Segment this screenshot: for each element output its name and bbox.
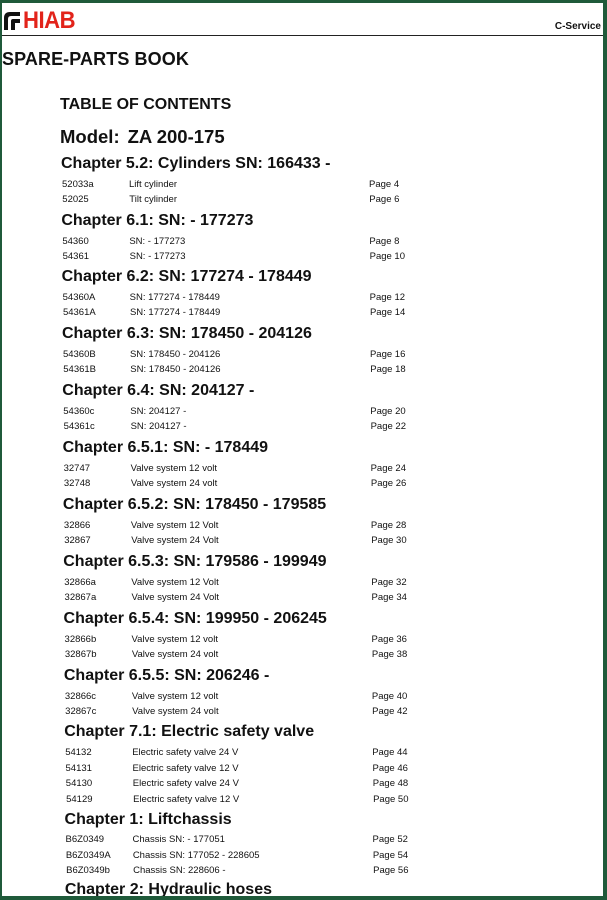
toc-entry-code: 54129 — [66, 794, 93, 805]
toc-entry-code: 32866c — [64, 691, 97, 702]
toc-entry-page: Page 30 — [371, 535, 407, 546]
toc-entry-description: Valve system 24 Volt — [131, 592, 220, 603]
toc-entry-description: Electric safety valve 24 V — [132, 778, 239, 789]
chapter-heading: Chapter 5.2: Cylinders SN: 166433 - — [61, 155, 331, 172]
toc-entry-description: Electric safety valve 12 V — [133, 794, 240, 805]
toc-entry-description: SN: 177274 - 178449 — [129, 292, 220, 303]
model-line — [60, 126, 225, 148]
hiab-logo-icon — [2, 10, 22, 32]
toc-entry-page: Page 56 — [373, 865, 409, 876]
toc-entry-code: 52033a — [62, 179, 94, 190]
toc-entry-description: Electric safety valve 12 V — [132, 763, 239, 774]
toc-entry-description: SN: 204127 - — [130, 421, 187, 432]
toc-entry-code: 32867c — [65, 706, 97, 717]
toc-entry-description: Chassis SN: - 177051 — [132, 834, 225, 845]
toc-entry-code: 52025 — [62, 194, 89, 205]
toc-entry-description: SN: - 177273 — [129, 236, 186, 247]
toc-title: TABLE OF CONTENTS — [60, 96, 232, 113]
toc-entry-page: Page 54 — [372, 850, 409, 861]
toc-entry-code: 32747 — [63, 463, 91, 474]
toc-entry-page: Page 24 — [370, 463, 406, 474]
toc-entry-code: 54361A — [62, 307, 96, 318]
toc-entry-page: Page 38 — [371, 649, 408, 660]
toc-entry-code: B6Z0349 — [65, 834, 105, 845]
chapter-heading: Chapter 2: Hydraulic hoses — [64, 881, 272, 896]
toc-entry-description: Valve system 12 volt — [131, 634, 218, 645]
toc-entry-code: 32866 — [63, 520, 91, 531]
toc-entry-page: Page 44 — [372, 747, 408, 758]
chapter-heading: Chapter 6.5.4: SN: 199950 - 206245 — [63, 610, 327, 627]
toc-entry-description: Valve system 12 Volt — [131, 577, 219, 588]
model-value: ZA 200-175 — [127, 126, 225, 147]
toc-entry-description: Valve system 24 Volt — [131, 535, 219, 546]
chapter-heading: Chapter 1: Liftchassis — [64, 811, 232, 828]
toc-entry-page: Page 16 — [369, 349, 406, 360]
toc-entry-page: Page 36 — [371, 634, 407, 645]
toc-entry-page: Page 34 — [371, 592, 407, 603]
toc-entry-code: 54360c — [63, 406, 95, 417]
toc-entry-page: Page 8 — [369, 236, 400, 247]
chapter-heading: Chapter 6.1: SN: - 177273 — [61, 212, 254, 229]
toc-entry-code: B6Z0349A — [65, 850, 111, 861]
toc-entry-code: 54360A — [62, 292, 96, 303]
toc-entry-code: B6Z0349b — [66, 865, 110, 876]
toc-entry-page: Page 46 — [372, 763, 408, 774]
toc-entry-code: 54361B — [63, 364, 97, 375]
chapter-heading: Chapter 6.5.1: SN: - 178449 — [62, 439, 269, 456]
model-label: Model: — [60, 126, 120, 147]
toc-entry-code: 54130 — [65, 778, 93, 789]
toc-entry-description: SN: 178450 - 204126 — [129, 349, 221, 360]
toc-entry-code: 54132 — [65, 747, 92, 758]
toc-entry-page: Page 10 — [369, 251, 406, 262]
toc-entry-page: Page 6 — [369, 194, 400, 205]
page-header — [2, 3, 603, 37]
toc-entry-description: Valve system 12 volt — [130, 463, 218, 474]
toc-entry-page: Page 50 — [373, 794, 409, 805]
book-title: SPARE-PARTS BOOK — [2, 49, 189, 69]
toc-entry-code: 32748 — [63, 478, 91, 489]
toc-entry-description: Valve system 24 volt — [132, 706, 219, 717]
toc-entry-code: 54361c — [63, 421, 95, 432]
toc-entry-description: SN: 204127 - — [130, 406, 187, 417]
chapter-heading: Chapter 7.1: Electric safety valve — [64, 723, 315, 740]
chapter-heading: Chapter 6.5.3: SN: 179586 - 199949 — [63, 553, 327, 570]
toc-entry-description: SN: - 177273 — [129, 251, 186, 262]
chapter-heading: Chapter 6.4: SN: 204127 - — [62, 382, 255, 399]
toc-entry-page: Page 22 — [370, 421, 406, 432]
toc-entry-code: 32866a — [64, 577, 96, 588]
toc-entry-code: 32867a — [64, 592, 97, 603]
toc-entry-description: Electric safety valve 24 V — [132, 747, 239, 758]
toc-entry-code: 32867 — [64, 535, 91, 546]
toc-entry-description: Tilt cylinder — [129, 194, 177, 205]
toc-entry-code: 32867b — [64, 649, 97, 660]
toc-entry-code: 54361 — [62, 251, 90, 262]
logo-text: HIAB — [23, 7, 76, 34]
toc-entry-page: Page 12 — [369, 292, 406, 303]
chapter-heading: Chapter 6.5.2: SN: 178450 - 179585 — [62, 496, 327, 513]
toc-entry-description: Valve system 24 volt — [130, 478, 218, 489]
toc-entry-page: Page 18 — [370, 364, 406, 375]
toc-entry-description: Valve system 12 volt — [131, 691, 219, 702]
toc-entry-page: Page 26 — [370, 478, 407, 489]
toc-entry-description: Chassis SN: 228606 - — [133, 865, 226, 876]
toc-entry-code: 54360B — [62, 349, 96, 360]
toc-entry-page: Page 52 — [372, 834, 408, 845]
toc-entry-code: 54131 — [65, 763, 92, 774]
toc-entry-code: 54360 — [62, 236, 89, 247]
toc-entry-description: SN: 178450 - 204126 — [130, 364, 221, 375]
chapter-heading: Chapter 6.2: SN: 177274 - 178449 — [61, 268, 312, 285]
chapter-heading: Chapter 6.5.5: SN: 206246 - — [63, 667, 270, 684]
toc-entry-description: SN: 177274 - 178449 — [129, 307, 221, 318]
toc-entry-description: Valve system 12 Volt — [130, 520, 219, 531]
toc-entry-page: Page 28 — [370, 520, 407, 531]
toc-entry-page: Page 14 — [369, 307, 406, 318]
toc-entry-page: Page 40 — [371, 691, 408, 702]
toc-entry-description: Chassis SN: 177052 - 228605 — [132, 850, 260, 861]
header-divider — [2, 35, 603, 36]
toc-entry-description: Lift cylinder — [129, 179, 178, 190]
toc-entry-page: Page 4 — [369, 179, 400, 190]
header-section-label: C-Service — [554, 21, 601, 32]
chapter-heading: Chapter 6.3: SN: 178450 - 204126 — [61, 325, 312, 342]
toc-entry-page: Page 20 — [370, 406, 406, 417]
toc-entry-code: 32866b — [64, 634, 97, 645]
toc-entry-description: Valve system 24 volt — [131, 649, 219, 660]
toc-entry-page: Page 42 — [372, 706, 408, 717]
toc-entry-page: Page 32 — [371, 577, 407, 588]
document-page — [2, 3, 603, 896]
toc-entry-page: Page 48 — [372, 778, 409, 789]
